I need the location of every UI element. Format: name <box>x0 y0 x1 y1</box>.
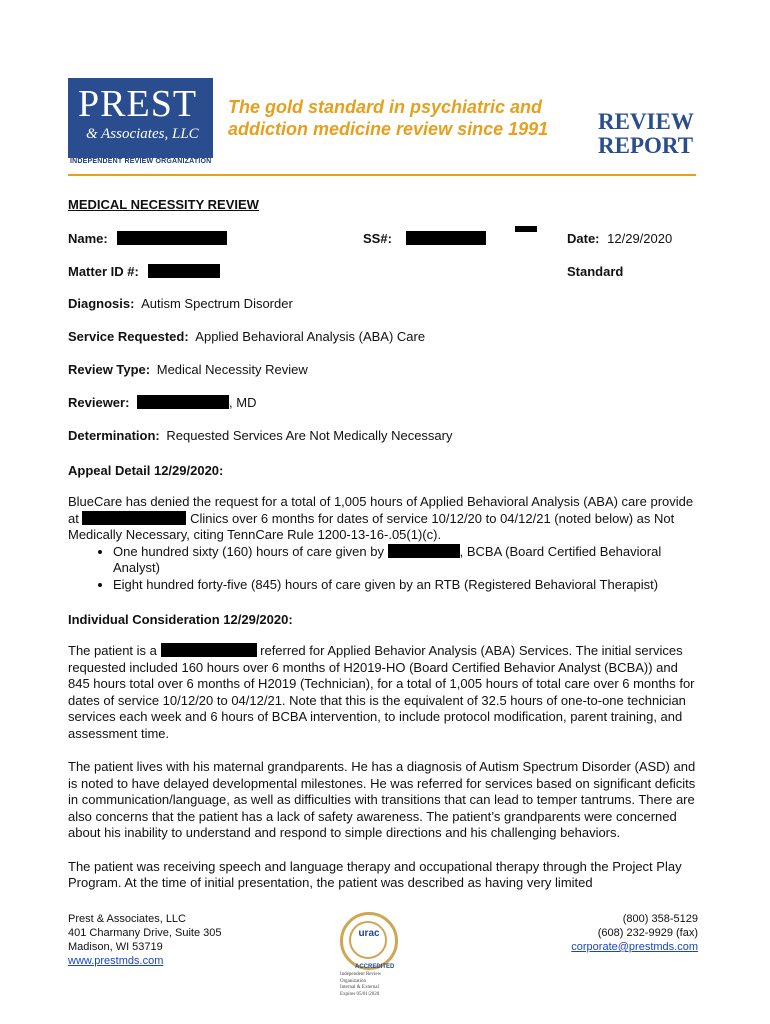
organization-label: INDEPENDENT REVIEW ORGANIZATION <box>70 158 212 165</box>
individual-p1-text-a: The patient is a <box>68 643 157 658</box>
reviewer-redaction <box>137 395 229 409</box>
seal-caption-line-4: Expires 05/01/2020 <box>340 991 380 997</box>
footer-fax: (608) 232-9929 (fax) <box>597 927 698 939</box>
footer-address <box>68 912 221 968</box>
appeal-text-a: BlueCare has denied the request for a total of 1,005 hours of Applied Behavioral Analysis (ABA) care provide at <box>68 494 694 526</box>
appeal-paragraph <box>68 494 700 544</box>
report-title <box>598 110 694 158</box>
accreditation-seal <box>340 912 398 970</box>
name-field <box>68 231 227 247</box>
list-item <box>113 577 700 594</box>
footer-phone: (800) 358-5129 <box>622 913 698 925</box>
determination-value: Requested Services Are Not Medically Necessary <box>166 428 453 443</box>
redaction-mark <box>515 226 537 232</box>
report-title-line-1: REVIEW <box>598 109 694 134</box>
service-field <box>68 329 425 345</box>
header-divider <box>68 174 696 176</box>
footer-company: Prest & Associates, LLC <box>68 913 186 925</box>
tagline <box>228 96 548 140</box>
individual-p1-text-b: referred for Applied Behavior Analysis (ABA) Services. The initial services requested included 160 hours over 6 months of H2019-HO (Board Certified Behavior Analyst (BCBA)) and 845 hours total over 6 months of H2019 (Technician), for a total of 1,005 hours of total care over 6 months for dates of service 10/12/20 to 04/12/21. Note that this is the equivalent of 32.5 hours of one-to-one technician services each week and 6 hours of BCBA intervention, to include protocol modification, parent training, and assessment time. <box>68 643 695 741</box>
seal-caption-line-1: Independent Review <box>340 972 382 977</box>
date-value: 12/29/2020 <box>607 231 673 246</box>
individual-paragraph-2: The patient lives with his maternal grandparents. He has a diagnosis of Autism Spectrum Disorder (ASD) and is noted to have delayed developmental milestones. He was referred for services based on significant deficits in communication/language, as well as difficulties with transitions that can lead to temper tantrums. There are also concerns that the patient has a lack of safety awareness. The patient’s grandparents were concerned about his inability to understand and respond to simple directions and his challenging behaviors. <box>68 759 696 840</box>
matter-redaction <box>148 264 220 278</box>
determination-label: Determination: <box>68 428 160 443</box>
appeal-bullet-list <box>68 544 700 594</box>
bullet-1-text-b: , BCBA (Board Certified Behavioral Analyst) <box>113 543 662 575</box>
tagline-line-1: The gold standard in psychiatric and <box>228 97 543 117</box>
reviewer-label: Reviewer: <box>68 395 130 410</box>
diagnosis-value: Autism Spectrum Disorder <box>141 296 293 311</box>
seal-wordmark: urac <box>358 928 380 939</box>
reviewer-field <box>68 395 257 411</box>
individual-body <box>68 643 700 892</box>
diagnosis-field <box>68 296 293 312</box>
diagnosis-label: Diagnosis: <box>68 296 135 311</box>
logo-wordmark: PREST <box>78 83 198 125</box>
matter-field <box>68 264 220 280</box>
footer-address-line-2: Madison, WI 53719 <box>68 941 163 953</box>
appeal-text-b: Clinics over 6 months for dates of service 10/12/20 to 04/12/21 (noted below) as Not Medically Necessary, citing TennCare Rule 1200-13-16-.05(1)(c). <box>68 510 675 542</box>
footer-contact <box>571 912 698 954</box>
appeal-heading: Appeal Detail 12/29/2020: <box>68 463 224 478</box>
individual-paragraph-1 <box>68 643 700 742</box>
review-heading: MEDICAL NECESSITY REVIEW <box>68 197 259 212</box>
list-item <box>113 544 700 577</box>
footer-address-line-1: 401 Charmany Drive, Suite 305 <box>68 927 222 939</box>
priority-value: Standard <box>567 264 624 279</box>
date-label: Date: <box>567 231 600 246</box>
seal-ring <box>349 921 387 959</box>
bcba-redaction <box>388 544 460 558</box>
ss-redaction <box>406 231 486 245</box>
reviewer-suffix: , MD <box>229 395 257 410</box>
seal-caption-line-2: Organization <box>340 978 367 984</box>
name-redaction <box>117 231 227 245</box>
seal-caption-line-3: Internal & External <box>340 985 379 990</box>
determination-field <box>68 428 452 444</box>
matter-label: Matter ID #: <box>68 264 139 279</box>
bullet-2-text: Eight hundred forty-five (845) hours of care given by an RTB (Registered Behavioral Therapist) <box>113 576 659 592</box>
email-link[interactable]: corporate@prestmds.com <box>571 941 698 953</box>
bullet-1-text-a: One hundred sixty (160) hours of care given by <box>113 543 384 559</box>
ss-label: SS#: <box>363 231 392 246</box>
clinic-redaction <box>82 511 186 525</box>
service-label: Service Requested: <box>68 329 189 344</box>
tagline-line-2: addiction medicine review since 1991 <box>228 119 549 139</box>
appeal-body <box>68 494 700 593</box>
ss-field <box>363 231 486 247</box>
review-type-field <box>68 362 308 378</box>
seal-caption <box>340 972 430 998</box>
review-type-value: Medical Necessity Review <box>156 362 308 377</box>
patient-redaction <box>161 643 257 657</box>
company-logo <box>68 78 213 158</box>
date-field <box>567 231 672 247</box>
website-link[interactable]: www.prestmds.com <box>68 955 164 967</box>
service-value: Applied Behavioral Analysis (ABA) Care <box>195 329 426 344</box>
seal-accredited-label: ACCREDITED <box>355 964 395 970</box>
report-title-line-2: REPORT <box>598 133 694 158</box>
individual-paragraph-3: The patient was receiving speech and language therapy and occupational therapy through the Project Play Program. At the time of initial presentation, the patient was described as having very limited <box>68 858 682 890</box>
review-type-label: Review Type: <box>68 362 151 377</box>
logo-subtitle: & Associates, LLC <box>86 126 199 142</box>
individual-heading: Individual Consideration 12/29/2020: <box>68 612 293 627</box>
name-label: Name: <box>68 231 108 246</box>
